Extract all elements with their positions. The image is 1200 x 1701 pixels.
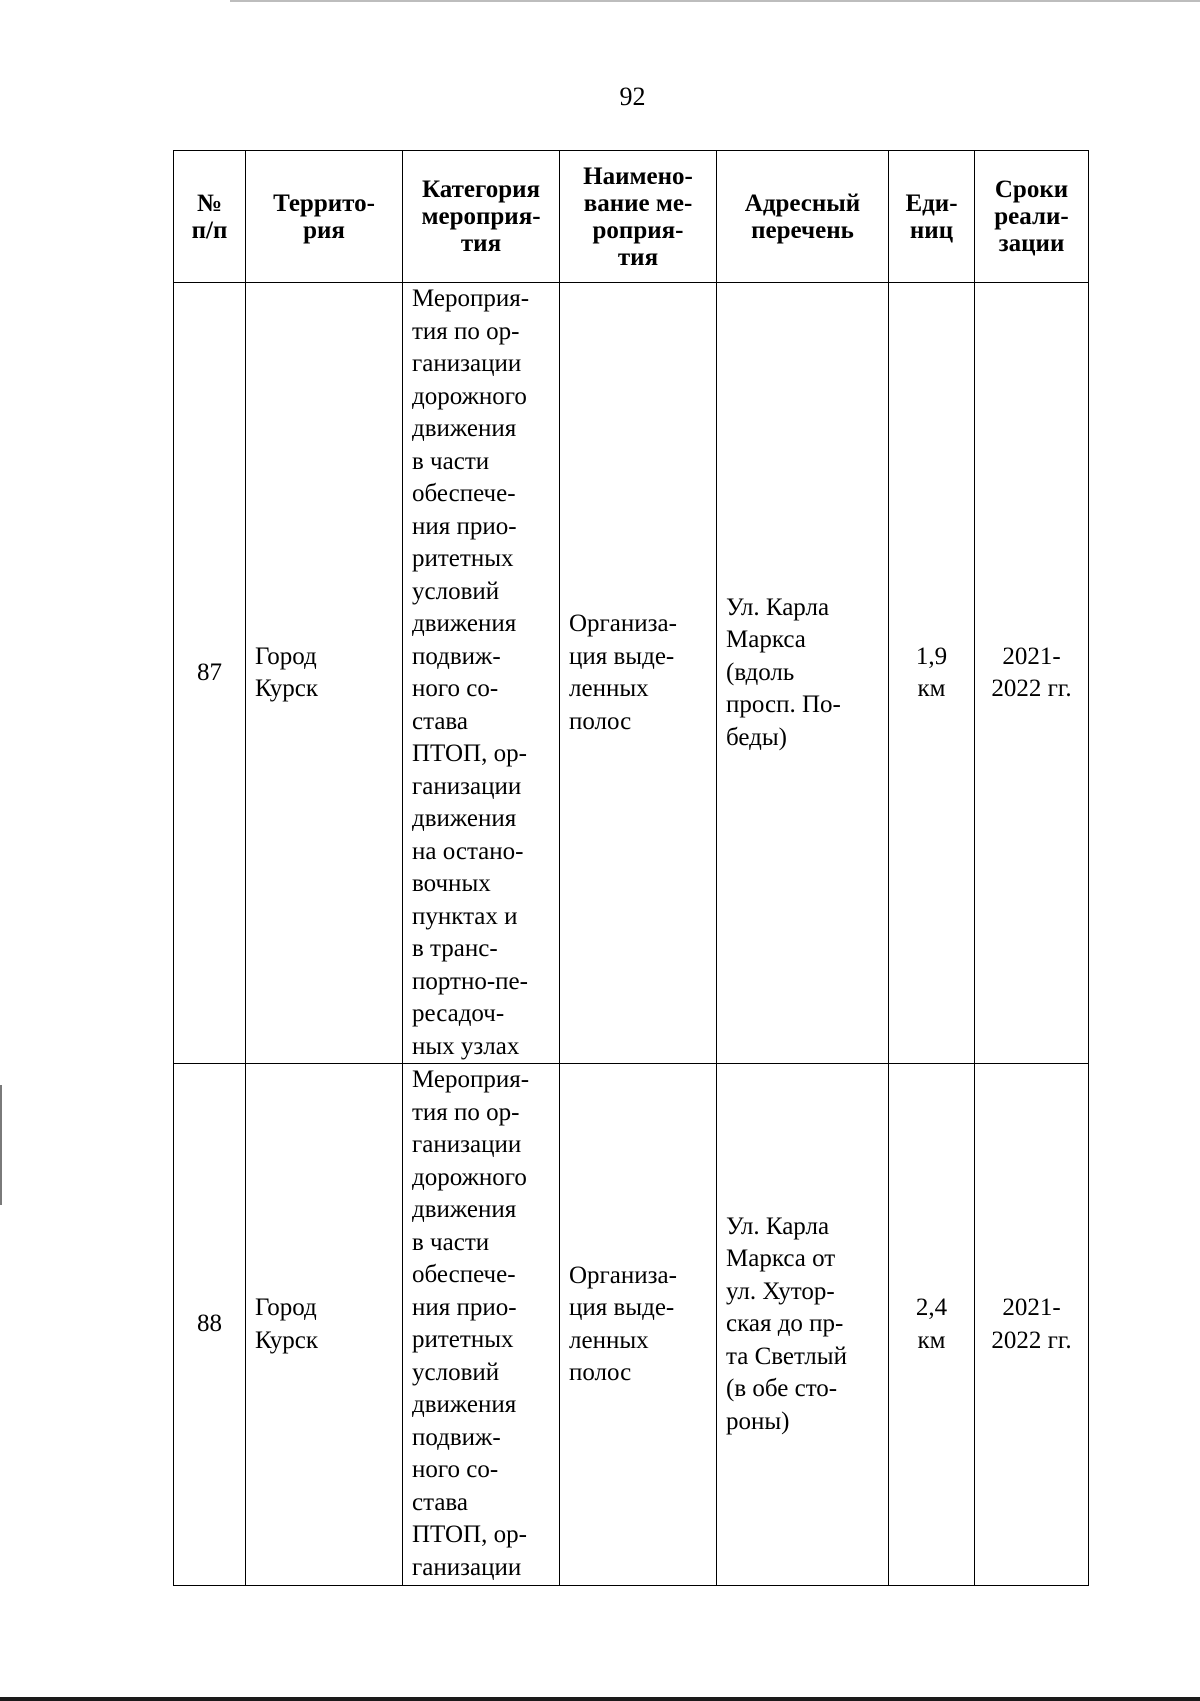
terms-cell: 2021- 2022 гг.	[975, 1064, 1089, 1586]
table-header-row	[174, 151, 1089, 283]
scan-top-rule	[230, 0, 1200, 2]
table-row	[174, 1064, 1089, 1586]
header-category: Категория мероприя- тия	[403, 151, 560, 283]
header-address: Адресный перечень	[717, 151, 889, 283]
category-cell: Мероприя- тия по ор- ганизации дорожного движения в части обеспече- ния прио- ритетных условий движения подвиж- ного со- става ПТОП, ор- ганизации движения на остано- вочных пунктах и в транс- портно-пе- ресадоч- ных узлах	[403, 283, 560, 1064]
row-num-cell: 87	[174, 283, 246, 1064]
header-terms: Сроки реали- зации	[975, 151, 1089, 283]
page-number: 92	[619, 82, 646, 111]
scan-left-mark	[0, 1085, 2, 1205]
header-num: № п/п	[174, 151, 246, 283]
header-name: Наимено- вание ме- роприя- тия	[560, 151, 717, 283]
address-cell: Ул. Карла Маркса (вдоль просп. По- беды)	[717, 283, 889, 1064]
units-cell: 2,4 км	[889, 1064, 975, 1586]
category-cell: Мероприя- тия по ор- ганизации дорожного движения в части обеспече- ния прио- ритетных условий движения подвиж- ного со- става ПТОП, ор- ганизации	[403, 1064, 560, 1586]
measure-name-cell: Организа- ция выде- ленных полос	[560, 1064, 717, 1586]
measures-table	[173, 150, 1089, 1586]
header-units: Еди- ниц	[889, 151, 975, 283]
table-row	[174, 283, 1089, 1064]
territory-cell: Город Курск	[246, 1064, 403, 1586]
territory-cell: Город Курск	[246, 283, 403, 1064]
row-num-cell: 88	[174, 1064, 246, 1586]
units-cell: 1,9 км	[889, 283, 975, 1064]
measure-name-cell: Организа- ция выде- ленных полос	[560, 283, 717, 1064]
header-territory: Террито- рия	[246, 151, 403, 283]
scan-bottom-edge	[0, 1697, 1200, 1701]
address-cell: Ул. Карла Маркса от ул. Хутор- ская до пр- та Светлый (в обе сто- роны)	[717, 1064, 889, 1586]
terms-cell: 2021- 2022 гг.	[975, 283, 1089, 1064]
